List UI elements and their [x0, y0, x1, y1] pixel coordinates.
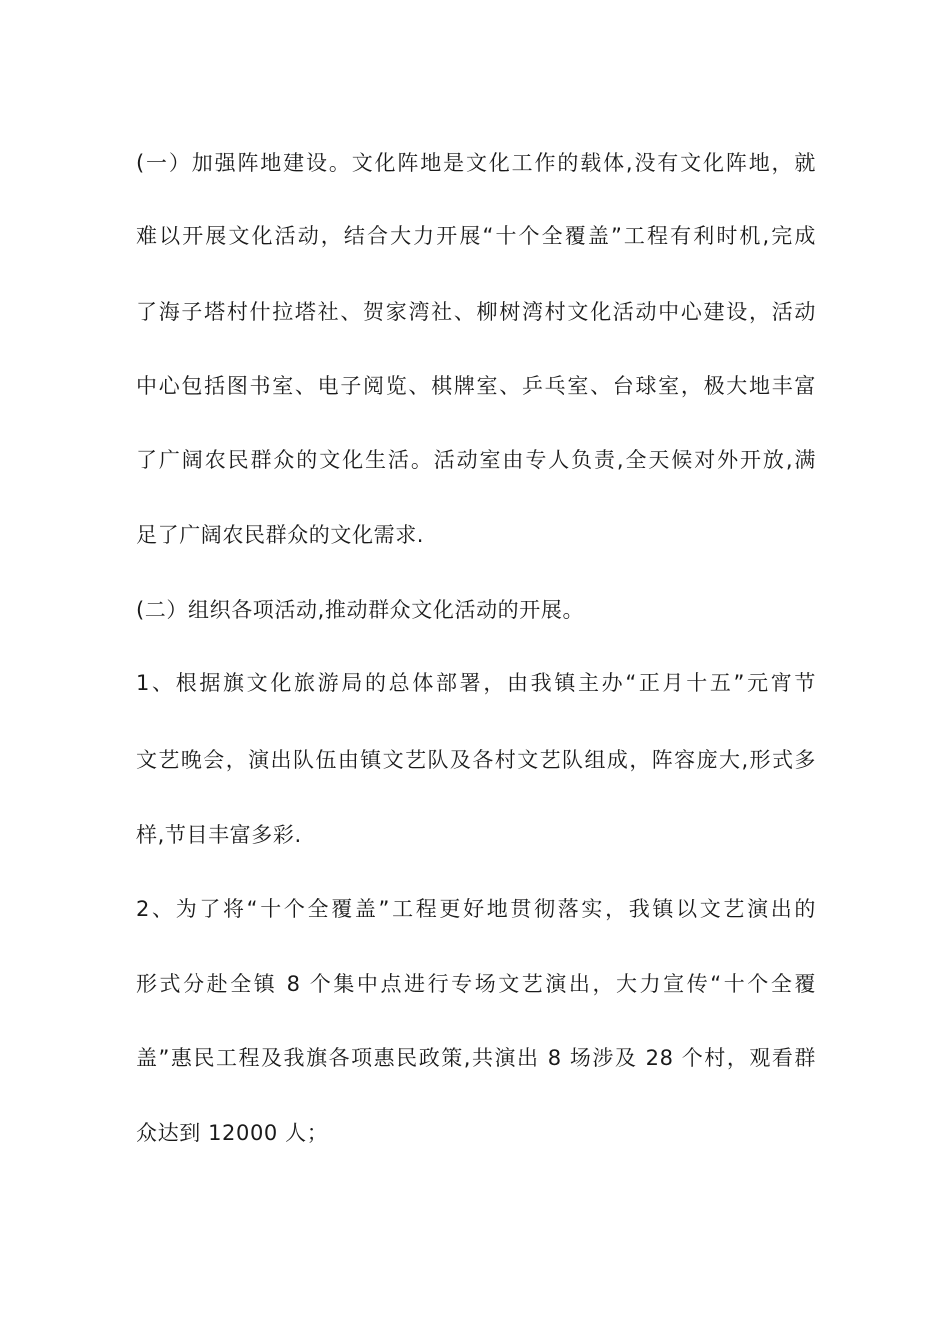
paragraph-1-line-6: 足了广阔农民群众的文化需求. [136, 523, 425, 547]
item-2-line-3: 盖”惠民工程及我旗各项惠民政策,共演出 8 场涉及 28 个村，观看群 [136, 1046, 816, 1070]
item-2-line-1: 2、为了将“十个全覆盖”工程更好地贯彻落实，我镇以文艺演出的 [136, 897, 816, 921]
paragraph-1-line-5: 了广阔农民群众的文化生活。活动室由专人负责,全天候对外开放,满 [136, 448, 816, 472]
paragraph-1-line-4: 中心包括图书室、电子阅览、棋牌室、乒乓室、台球室，极大地丰富 [136, 374, 816, 398]
item-2-line-2: 形式分赴全镇 8 个集中点进行专场文艺演出，大力宣传“十个全覆 [136, 972, 816, 996]
item-1-line-1: 1、根据旗文化旅游局的总体部署，由我镇主办“正月十五”元宵节 [136, 671, 816, 695]
paragraph-1-line-1: (一）加强阵地建设。文化阵地是文化工作的载体,没有文化阵地，就 [136, 151, 816, 175]
item-1-line-2: 文艺晚会，演出队伍由镇文艺队及各村文艺队组成，阵容庞大,形式多 [136, 748, 816, 772]
item-2-line-4: 众达到 12000 人； [136, 1121, 329, 1145]
paragraph-1-line-2: 难以开展文化活动，结合大力开展“十个全覆盖”工程有利时机,完成 [136, 224, 816, 248]
item-1-line-3: 样,节目丰富多彩. [136, 823, 302, 847]
section-heading-2: (二）组织各项活动,推动群众文化活动的开展。 [136, 598, 585, 622]
paragraph-1-line-3: 了海子塔村什拉塔社、贺家湾社、柳树湾村文化活动中心建设，活动 [136, 300, 816, 324]
